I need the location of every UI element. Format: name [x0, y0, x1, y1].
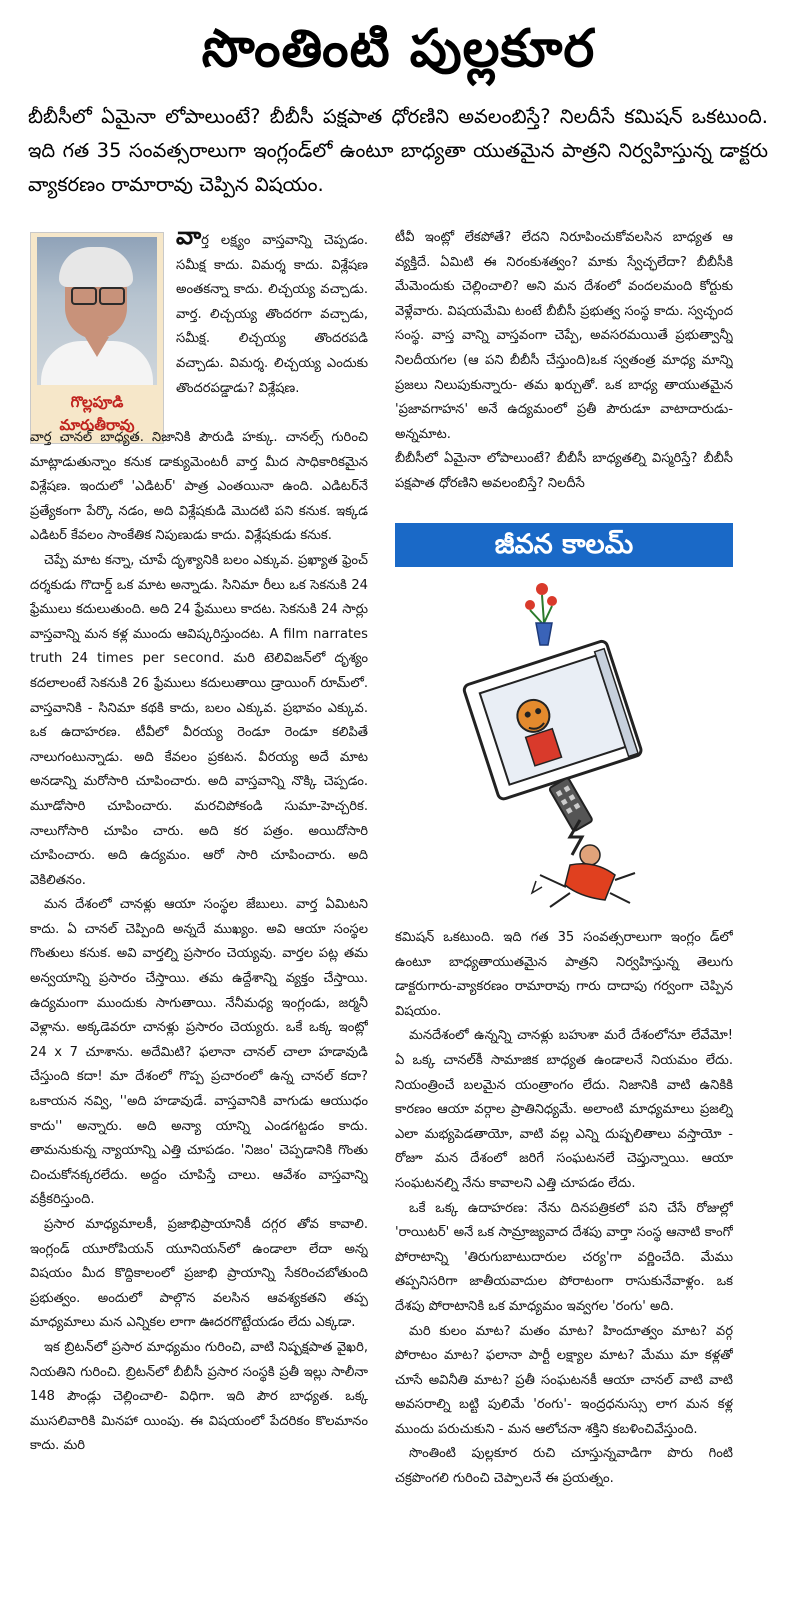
author-name-line2: మారుతీరావు — [59, 416, 135, 434]
tv-set-icon — [463, 640, 643, 800]
column-1 — [30, 426, 368, 1616]
article-title: సొంతింటి పుల్లకూర — [201, 19, 596, 79]
cartoon-illustration — [420, 575, 720, 915]
author-name-line1: గొల్లపూడి — [70, 393, 124, 411]
paragraph: మనదేశంలో ఉన్నన్ని చానళ్లు బహుశా మరే దేశంలోనూ లేవేమో! ఏ ఒక్క చానల్‌కీ సామాజిక బాధ్యత ఉండాలనే నియమం లేదు. నియంత్రించే బలమైన యంత్రాంగం లేదు. నిజానికి వాటి ఉనికికి కారణం ఆయా వర్గాల ప్రాతినిధ్యమే. అలాంటి మాధ్యమాలు ప్రజల్ని ఎలా మభ్యపెడతాయో, వాటి వల్ల ఎన్ని దుష్పలితాలు వస్తాయో - రోజూ మన దేశంలో జరిగే సంఘటనలే చెప్తున్నాయి. ఆయా సంఘటనల్ని నేను కావాలని ఎత్తి చూపడం లేదు. — [395, 1028, 733, 1191]
paragraph: బీబీసీలో ఏమైనా లోపాలుంటే? బీబీసీ బాధ్యతల్ని విస్మరిస్తే? బీబీసీ పక్షపాత ధోరణిని అవలంబిస్తే? నిలదీసే — [395, 451, 733, 491]
paragraph: కమిషన్ ఒకటుంది. ఇది గత 35 సంవత్సరాలుగా ఇంగ్లం డ్‌లో ఉంటూ బాధ్యతాయుతమైన పాత్రని నిర్వహిస్తున్న తెలుగు డాక్టరుగారు-వ్యాకరణం రామారావు గారు దాదాపు గర్వంగా చెప్పిన విషయం. — [395, 930, 733, 1019]
paragraph: ఇక బ్రిటన్‌లో ప్రసార మాధ్యమం గురించి, వాటి నిష్పక్షపాత వైఖరి, నియతిని గురించి. బ్రిటన్‌లో బీబీసీ ప్రసార సంస్థకి ప్రతీ ఇల్లు సాలీనా 148 పౌండ్లు చెల్లించాలి- విధిగా. ఇది పౌర బాధ్యత. ఒక్క ముసలివారికి మినహా యింపు. ఈ విషయంలో పేదరికం కొలమానం కాదు. మరి — [30, 1339, 368, 1454]
column-2-bottom — [395, 926, 733, 1616]
paragraph: ఒకే ఒక్క ఉదాహరణ: నేను దినపత్రికలో పని చేసే రోజుల్లో 'రాయిటర్' అనే ఒక సామ్రాజ్యవాద దేశపు వార్తా సంస్థ ఆనాటి కాంగో పోరాటాన్ని 'తిరుగుబాటుదారుల చర్య'గా వర్ణించేది. మేము తప్పనిసరిగా జాతీయవాదుల పోరాటంగా రాసుకునేవాళ్లం. ఒక దేశపు పోరాటానికి ఒక మాధ్యమం ఇవ్వగల 'రంగు' అది. — [395, 1200, 733, 1314]
author-photo-card — [30, 232, 164, 444]
paragraph: మన దేశంలో చానళ్లు ఆయా సంస్థల జేబులు. వార్త ఏమిటని కాదు. ఏ చానల్ చెప్పింది అన్నదే ముఖ్యం. అవి ఆయా సంస్థల గొంతులు కనుక. అవి వార్తల్ని ప్రసారం చెయ్యవు. వార్తల పట్ల తమ అన్వయాన్ని ప్రసారం చేస్తాయి. తమ ఉద్దేశాన్ని వ్యక్తం చేస్తాయి. ఉద్యమంగా ముందుకు సాగుతాయి. నేనీమధ్య ఇంగ్లండు, జర్మనీ వెళ్లాను. అక్కడెవరూ చానళ్లు ప్రసారం చెయ్యరు. ఒకే ఒక్క ఇంట్లో 24 x 7 చూశాను. అదేమిటి? ఫలానా చానల్ చాలా హడావుడి చేస్తుంది కదా! మా దేశంలో గొప్ప ప్రచారంలో ఉన్న చానల్ కదా? ఒకాయన నవ్వి, ''అది హడావుడే. వాస్తవానికి వాగుడు ఆయుధం కాదు'' అన్నారు. అది అన్యా యాన్ని ఎండగట్టడం కాదు. తామనుకున్న న్యాయాన్ని ఎత్తి చూపడం. 'నిజం' చెప్పడానికి గొంతు చించుకోనక్కరలేదు. అద్దం చూపిస్తే చాలు. ఆవేశం వాస్తవాన్ని వక్రీకరిస్తుంది. — [30, 897, 368, 1208]
paragraph: చెప్పే మాట కన్నా, చూపే దృశ్యానికి బలం ఎక్కువ. ప్రఖ్యాత ఫ్రెంచ్ దర్శకుడు గొదార్డ్ ఒక మాట అన్నాడు. సినిమా రీలు ఒక సెకనుకి 24 ఫ్రేములు కదులుతుంది. అది 24 ఫ్రేములు కాదట. సెకనుకి 24 సార్లు వాస్తవాన్ని మన కళ్ల ముందు ఆవిష్కరిస్తుందట. A film narrates truth 24 times per second. మరి టెలివిజన్‌లో దృశ్యం కదలాలంటే సెకనుకి 26 ఫ్రేములు కదులుతాయి డ్రాయింగ్ రూమ్‌లో. వాస్తవానికి - సినిమా కథకి కాదు, బలం ఎక్కువ. ప్రభావం ఎక్కువ. ఒక ఉదాహరణ. టీవీలో వీరయ్య రెండూ రెండూ కలిపితే నాలుగంటున్నాడు. అది కేవలం ప్రకటన. వీరయ్య అదే మాట అనడాన్ని మరోసారి చూపించారు. అది వాస్తవాన్ని నొక్కి చెప్పడం. మూడోసారి చూపించారు. మరచిపోకండి సుమా-హెచ్చరిక. నాలుగోసారి చూపిం చారు. అది కర పత్రం. అయిదోసారి చూపించారు. అది ఉద్యమం. ఆరో సారి చూపించారు. అది వెకిలితనం. — [30, 552, 368, 888]
paragraph: ప్రసార మాధ్యమాలకీ, ప్రజాభిప్రాయానికీ దగ్గర తోవ కావాలి. ఇంగ్లండ్ యూరోపియన్ యూనియన్‌లో ఉండాలా లేదా అన్న విషయం మీద కొద్దికాలంలో ప్రజాభి ప్రాయాన్ని సేకరించబోతుంది ప్రభుత్వం. అందులో పాల్గొన వలసిన ఆవశ్యకతని తప్ప మాధ్యమాలు మన ఎన్నికల లాగా ఊదరగొట్టేయడం లేదు ఎక్కడా. — [30, 1217, 368, 1331]
paragraph: మరి కులం మాట? మతం మాట? హిందూత్వం మాట? వర్గ పోరాటం మాట? ఫలానా పార్టీ లక్ష్యాల మాట? మేము మా కళ్లతో చూసే అవినీతి మాట? ప్రతీ సంఘటనకీ ఆయా చానల్ వాటి వాటి అవసరాల్ని బట్టి పులిమే 'రంగు'- ఇంద్రధనుస్సు లాగ మన కళ్ల ముందు పరుచుకుని - మన ఆలోచనా శక్తిని కబళించివేస్తుంది. — [395, 1323, 733, 1437]
column-banner: జీవన కాలమ్ — [395, 523, 733, 567]
remote-control-icon — [549, 777, 593, 831]
flowers-icon — [525, 583, 557, 645]
column-1-lead — [176, 226, 368, 423]
paragraph: వార్త చానల్ బాధ్యత. నిజానికి పౌరుడి హక్కు. చానల్స్ గురించి మాట్లాడుతున్నాం కనుక డాక్యుమెంటరీ వార్త మీద సాధికారికమైన విశ్లేషణ. ఇందులో 'ఎడిటర్' పాత్ర ఎంతయినా ఉంది. ఎడిటర్‌నే ప్రత్యేకంగా పేర్కొ నడం, అది విశ్లేషకుడి మొదటి పని కనుక. ఇక్కడ ఎడిటర్ కేవలం సాంకేతిక నిపుణుడు కాదు. విశ్లేషకుడు కనుక. — [30, 430, 368, 544]
article-intro: బీబీసీలో ఏమైనా లోపాలుంటే? బీబీసీ పక్షపాత ధోరణిని అవలంబిస్తే? నిలదీసే కమిషన్ ఒకటుంది. ఇది గత 35 సంవత్సరాలుగా ఇంగ్లండ్‌లో ఉంటూ బాధ్యతా యుతమైన పాత్రని నిర్వహిస్తున్న డాక్టరు వ్యాకరణం రామారావు చెప్పిన విషయం. — [28, 105, 768, 196]
column-2-top — [395, 226, 733, 518]
author-portrait — [37, 237, 157, 385]
lead-paragraph: ర్త లక్ష్యం వాస్తవాన్ని చెప్పడం. సమీక్ష కాదు. విమర్శ కాదు. విశ్లేషణ అంతకన్నా కాదు. లిచ్చయ్య వచ్చాడు. వార్త. లిచ్చయ్య తొందరగా వచ్చాడు, సమీక్ష. లిచ్చయ్య తొందరపడి వచ్చాడు. విమర్శ. లిచ్చయ్య ఎందుకు తొందరపడ్డాడు? విశ్లేషణ. — [176, 233, 368, 396]
drop-cap: వా — [176, 226, 202, 250]
paragraph: సొంతింటి పుల్లకూర రుచి చూస్తున్నవాడిగా పొరు గింటి చక్రపొంగలి గురించి చెప్పాలనే ఈ ప్రయత్నం. — [395, 1446, 733, 1487]
paragraph: టీవీ ఇంట్లో లేకపోతే? లేదని నిరూపించుకోవలసిన బాధ్యత ఆ వ్యక్తిదే. ఏమిటి ఈ నిరంకుశత్వం? మాకు స్వేచ్ఛలేదా? బీబీసీకి మేమెందుకు చెల్లించాలి? అని మన దేశంలో వందలమంది కోర్టుకు వెళ్లేవారు. విషయమేమి టంటే బీబీసీ ప్రభుత్వ సంస్థ కాదు. స్వచ్ఛంద సంస్థ. వాస్త వాన్ని వాస్తవంగా చెప్పే, అవసరమయితే ప్రభుత్వాన్నీ నిలదీయగల (ఆ పని బీబీసీ చేస్తుంది)ఒక స్వతంత్ర మాధ్య మాన్ని ప్రజలు నిలుపుకున్నారు- తమ ఖర్చుతో. ఒక బాధ్య తాయుతమైన 'ప్రజావగాహన' అనే ఉద్యమంలో ప్రతీ పౌరుడూ వాటాదారుడు- అన్నమాట. — [395, 230, 733, 442]
man-figure-icon — [532, 845, 635, 907]
